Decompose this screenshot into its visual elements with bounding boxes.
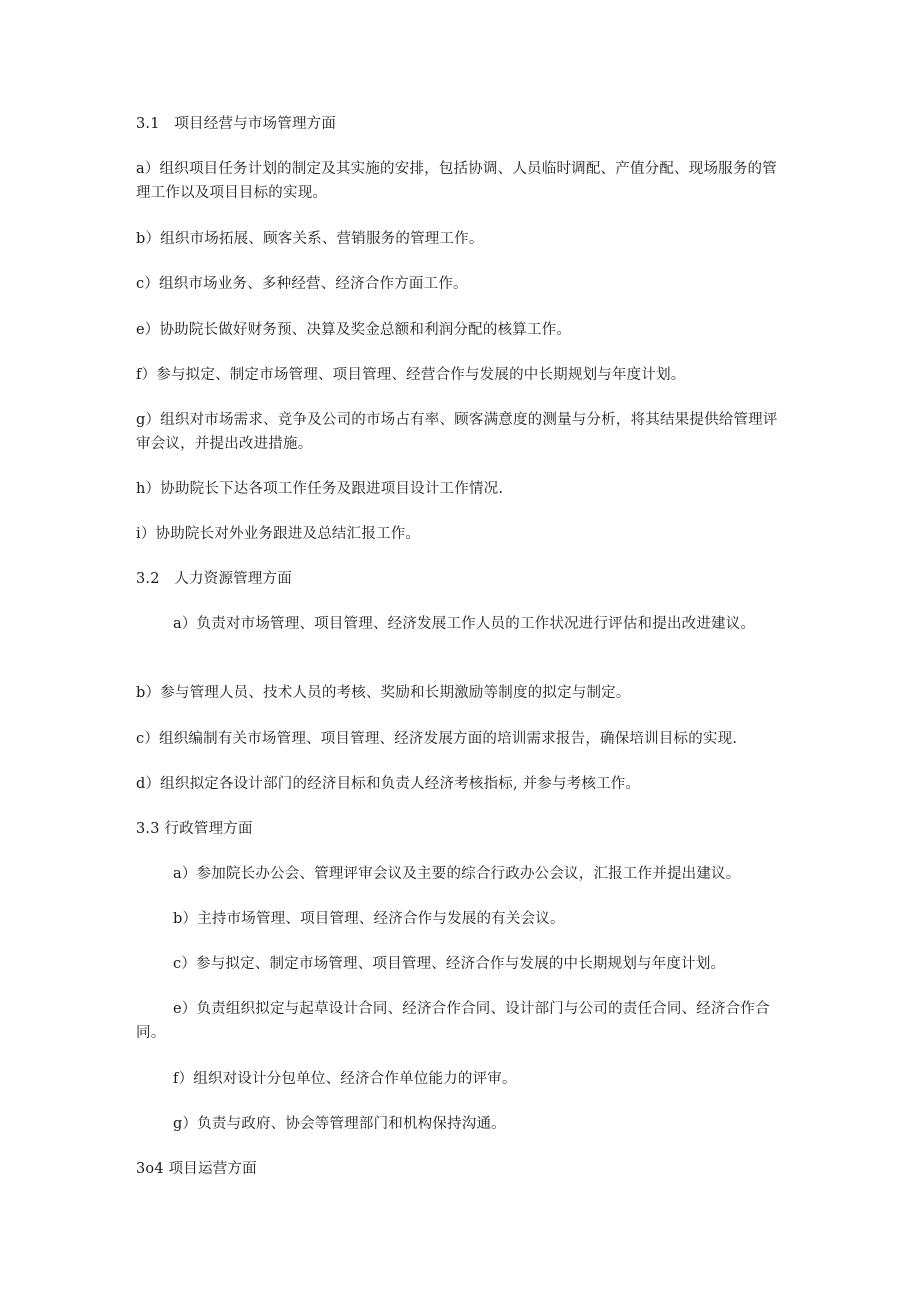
- section-3-1-item-i: i）协助院长对外业务跟进及总结汇报工作。: [136, 526, 421, 542]
- section-3-2-heading: 3.2 人力资源管理方面: [136, 571, 292, 587]
- section-3-1-heading: 3.1 项目经营与市场管理方面: [136, 116, 337, 132]
- section-3-3-item-a: a）参加院长办公会、管理评审会议及主要的综合行政办公会议，汇报工作并提出建议。: [173, 866, 741, 882]
- section-3-1-item-h: h）协助院长下达各项工作任务及跟进项目设计工作情况.: [136, 481, 504, 497]
- section-3-3-item-e: e）负责组织拟定与起草设计合同、经济合作合同、设计部门与公司的责任合同、经济合作合同。: [136, 1001, 770, 1041]
- section-3-2-item-b: b）参与管理人员、技术人员的考核、奖励和长期激励等制度的拟定与制定。: [136, 685, 631, 701]
- section-3-3-item-c: c）参与拟定、制定市场管理、项目管理、经济合作与发展的中长期规划与年度计划。: [173, 956, 726, 972]
- section-3-1-item-g: g）组织对市场需求、竞争及公司的市场占有率、顾客满意度的测量与分析，将其结果提供给管理评审会议，并提出改进措施。: [136, 412, 778, 452]
- section-3-1-item-e: e）协助院长做好财务预、决算及奖金总额和利润分配的核算工作。: [136, 322, 572, 338]
- section-3-3-heading: 3.3 行政管理方面: [136, 821, 253, 837]
- section-3-1-item-c: c）组织市场业务、多种经营、经济合作方面工作。: [136, 276, 468, 292]
- section-3-3-item-g: g）负责与政府、协会等管理部门和机构保持沟通。: [173, 1116, 506, 1132]
- section-3-3-item-b: b）主持市场管理、项目管理、经济合作与发展的有关会议。: [173, 911, 565, 927]
- section-3-1-item-b: b）组织市场拓展、顾客关系、营销服务的管理工作。: [136, 231, 484, 247]
- section-3-1-item-a: a）组织项目任务计划的制定及其实施的安排，包括协调、人员临时调配、产值分配、现场服务的管理工作以及项目目标的实现。: [136, 161, 777, 201]
- section-3-4-heading: 3o4 项目运营方面: [136, 1161, 257, 1177]
- section-3-2-item-a: a）负责对市场管理、项目管理、经济发展工作人员的工作状况进行评估和提出改进建议。: [173, 616, 756, 632]
- section-3-2-item-d: d）组织拟定各设计部门的经济目标和负责人经济考核指标, 并参与考核工作。: [136, 776, 641, 792]
- section-3-1-item-f: f）参与拟定、制定市场管理、项目管理、经营合作与发展的中长期规划与年度计划。: [136, 367, 686, 383]
- section-3-2-item-c: c）组织编制有关市场管理、项目管理、经济发展方面的培训需求报告，确保培训目标的实现.: [136, 731, 738, 747]
- section-3-3-item-f: f）组织对设计分包单位、经济合作单位能力的评审。: [173, 1071, 517, 1087]
